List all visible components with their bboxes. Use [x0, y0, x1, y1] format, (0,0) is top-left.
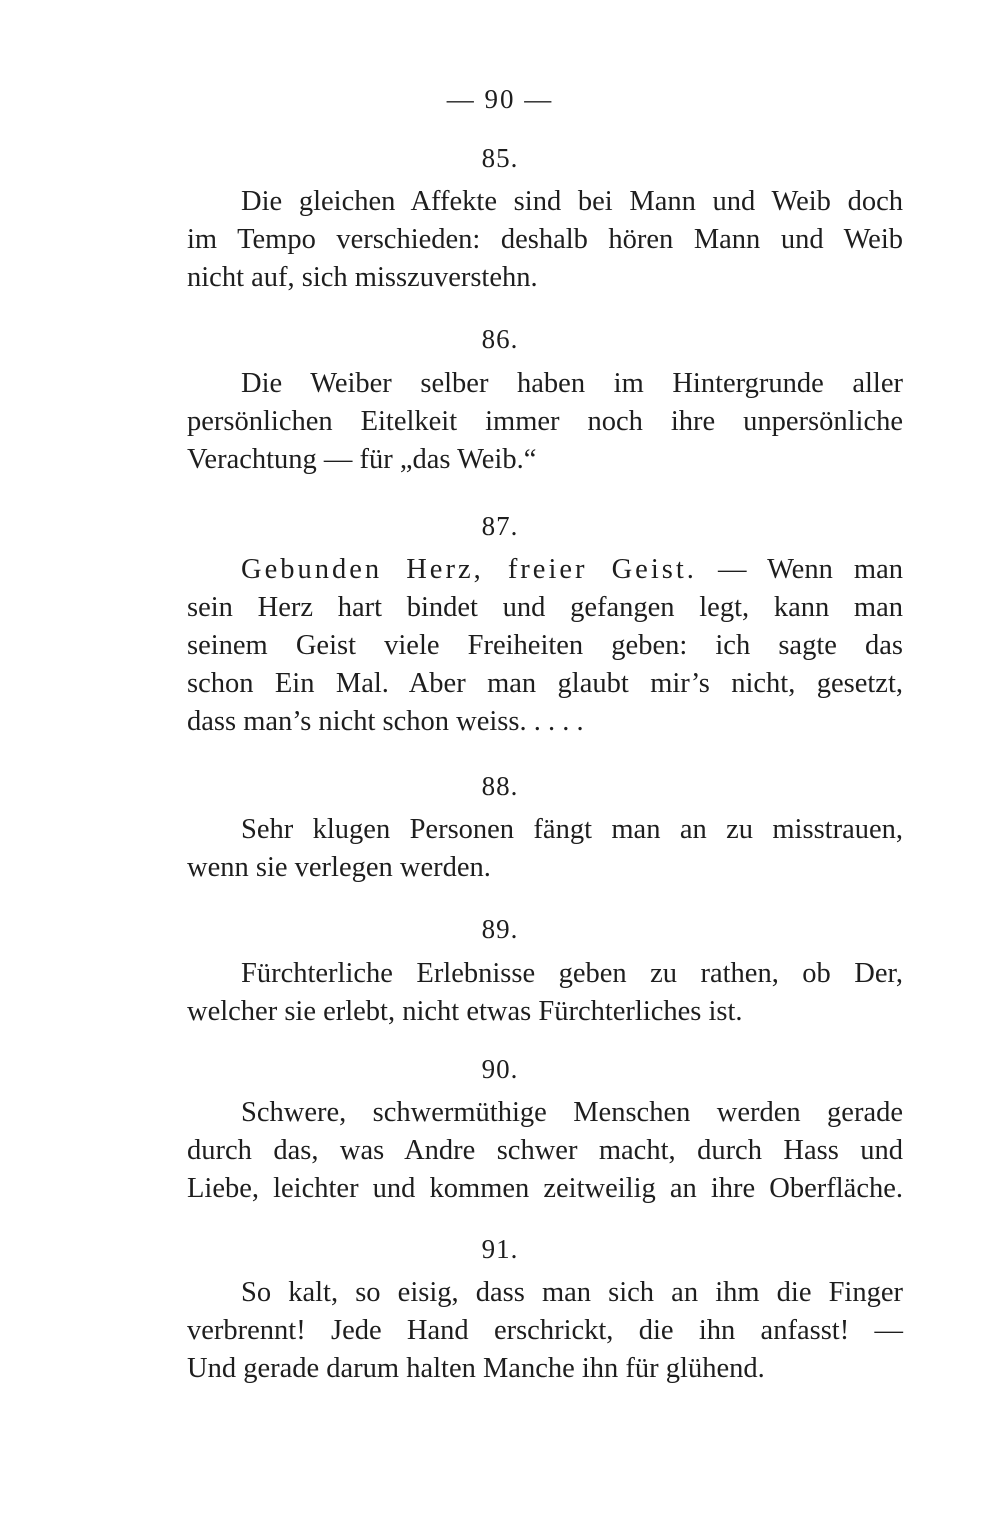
text-line: durch das, was Andre schwer macht, durch Hass und [187, 1135, 903, 1166]
aphorism-number: 91. [481, 1234, 519, 1264]
text-line: persönlichen Eitelkeit immer noch ihre unpersönliche [187, 406, 903, 437]
aphorism-number: 89. [481, 914, 519, 944]
text-line: Die Weiber selber haben im Hintergrunde aller [241, 368, 903, 399]
aphorism-text [187, 365, 903, 479]
text-line: dass man’s nicht schon weiss. . . . . [187, 706, 584, 737]
aphorism-text [187, 183, 903, 297]
text-line: welcher sie erlebt, nicht etwas Fürchterliches ist. [187, 996, 743, 1027]
text-line: seinem Geist viele Freiheiten geben: ich sagte das [187, 630, 903, 661]
text-fragment: — Wenn man [696, 554, 903, 585]
text-line: nicht auf, sich misszuverstehn. [187, 262, 538, 293]
text-line: Und gerade darum halten Manche ihn für glühend. [187, 1353, 765, 1384]
text-line: Verachtung — für „das Weib.“ [187, 444, 537, 475]
aphorism-number: 86. [481, 324, 519, 354]
text-line: Liebe, leichter und kommen zeitweilig an ihre Oberfläche. [187, 1173, 903, 1204]
text-line: So kalt, so eisig, dass man sich an ihm die Finger [241, 1277, 903, 1308]
text-line: verbrennt! Jede Hand erschrickt, die ihn anfasst! — [187, 1315, 903, 1346]
text-line: schon Ein Mal. Aber man glaubt mir’s nicht, gesetzt, [187, 668, 903, 699]
aphorism-number: 85. [481, 143, 519, 173]
aphorism-number: 87. [481, 511, 519, 541]
aphorism-heading: Gebunden Herz, freier Geist. [241, 554, 697, 585]
aphorism-text [187, 551, 903, 741]
aphorism-text [187, 1094, 903, 1208]
aphorism-text [187, 1274, 903, 1388]
text-line: Fürchterliche Erlebnisse geben zu rathen, ob Der, [241, 958, 903, 989]
aphorism-text [187, 811, 903, 887]
text-line [187, 551, 903, 589]
page-number: — 90 — [446, 84, 554, 114]
aphorism-number: 88. [481, 771, 519, 801]
aphorism-text [187, 955, 903, 1031]
text-line: wenn sie verlegen werden. [187, 852, 491, 883]
text-line: Schwere, schwermüthige Menschen werden gerade [241, 1097, 903, 1128]
aphorism-number: 90. [481, 1054, 519, 1084]
text-line: sein Herz hart bindet und gefangen legt, kann man [187, 592, 903, 623]
text-line: Die gleichen Affekte sind bei Mann und Weib doch [241, 186, 903, 217]
text-line: im Tempo verschieden: deshalb hören Mann und Weib [187, 224, 903, 255]
text-line: Sehr klugen Personen fängt man an zu misstrauen, [241, 814, 903, 845]
